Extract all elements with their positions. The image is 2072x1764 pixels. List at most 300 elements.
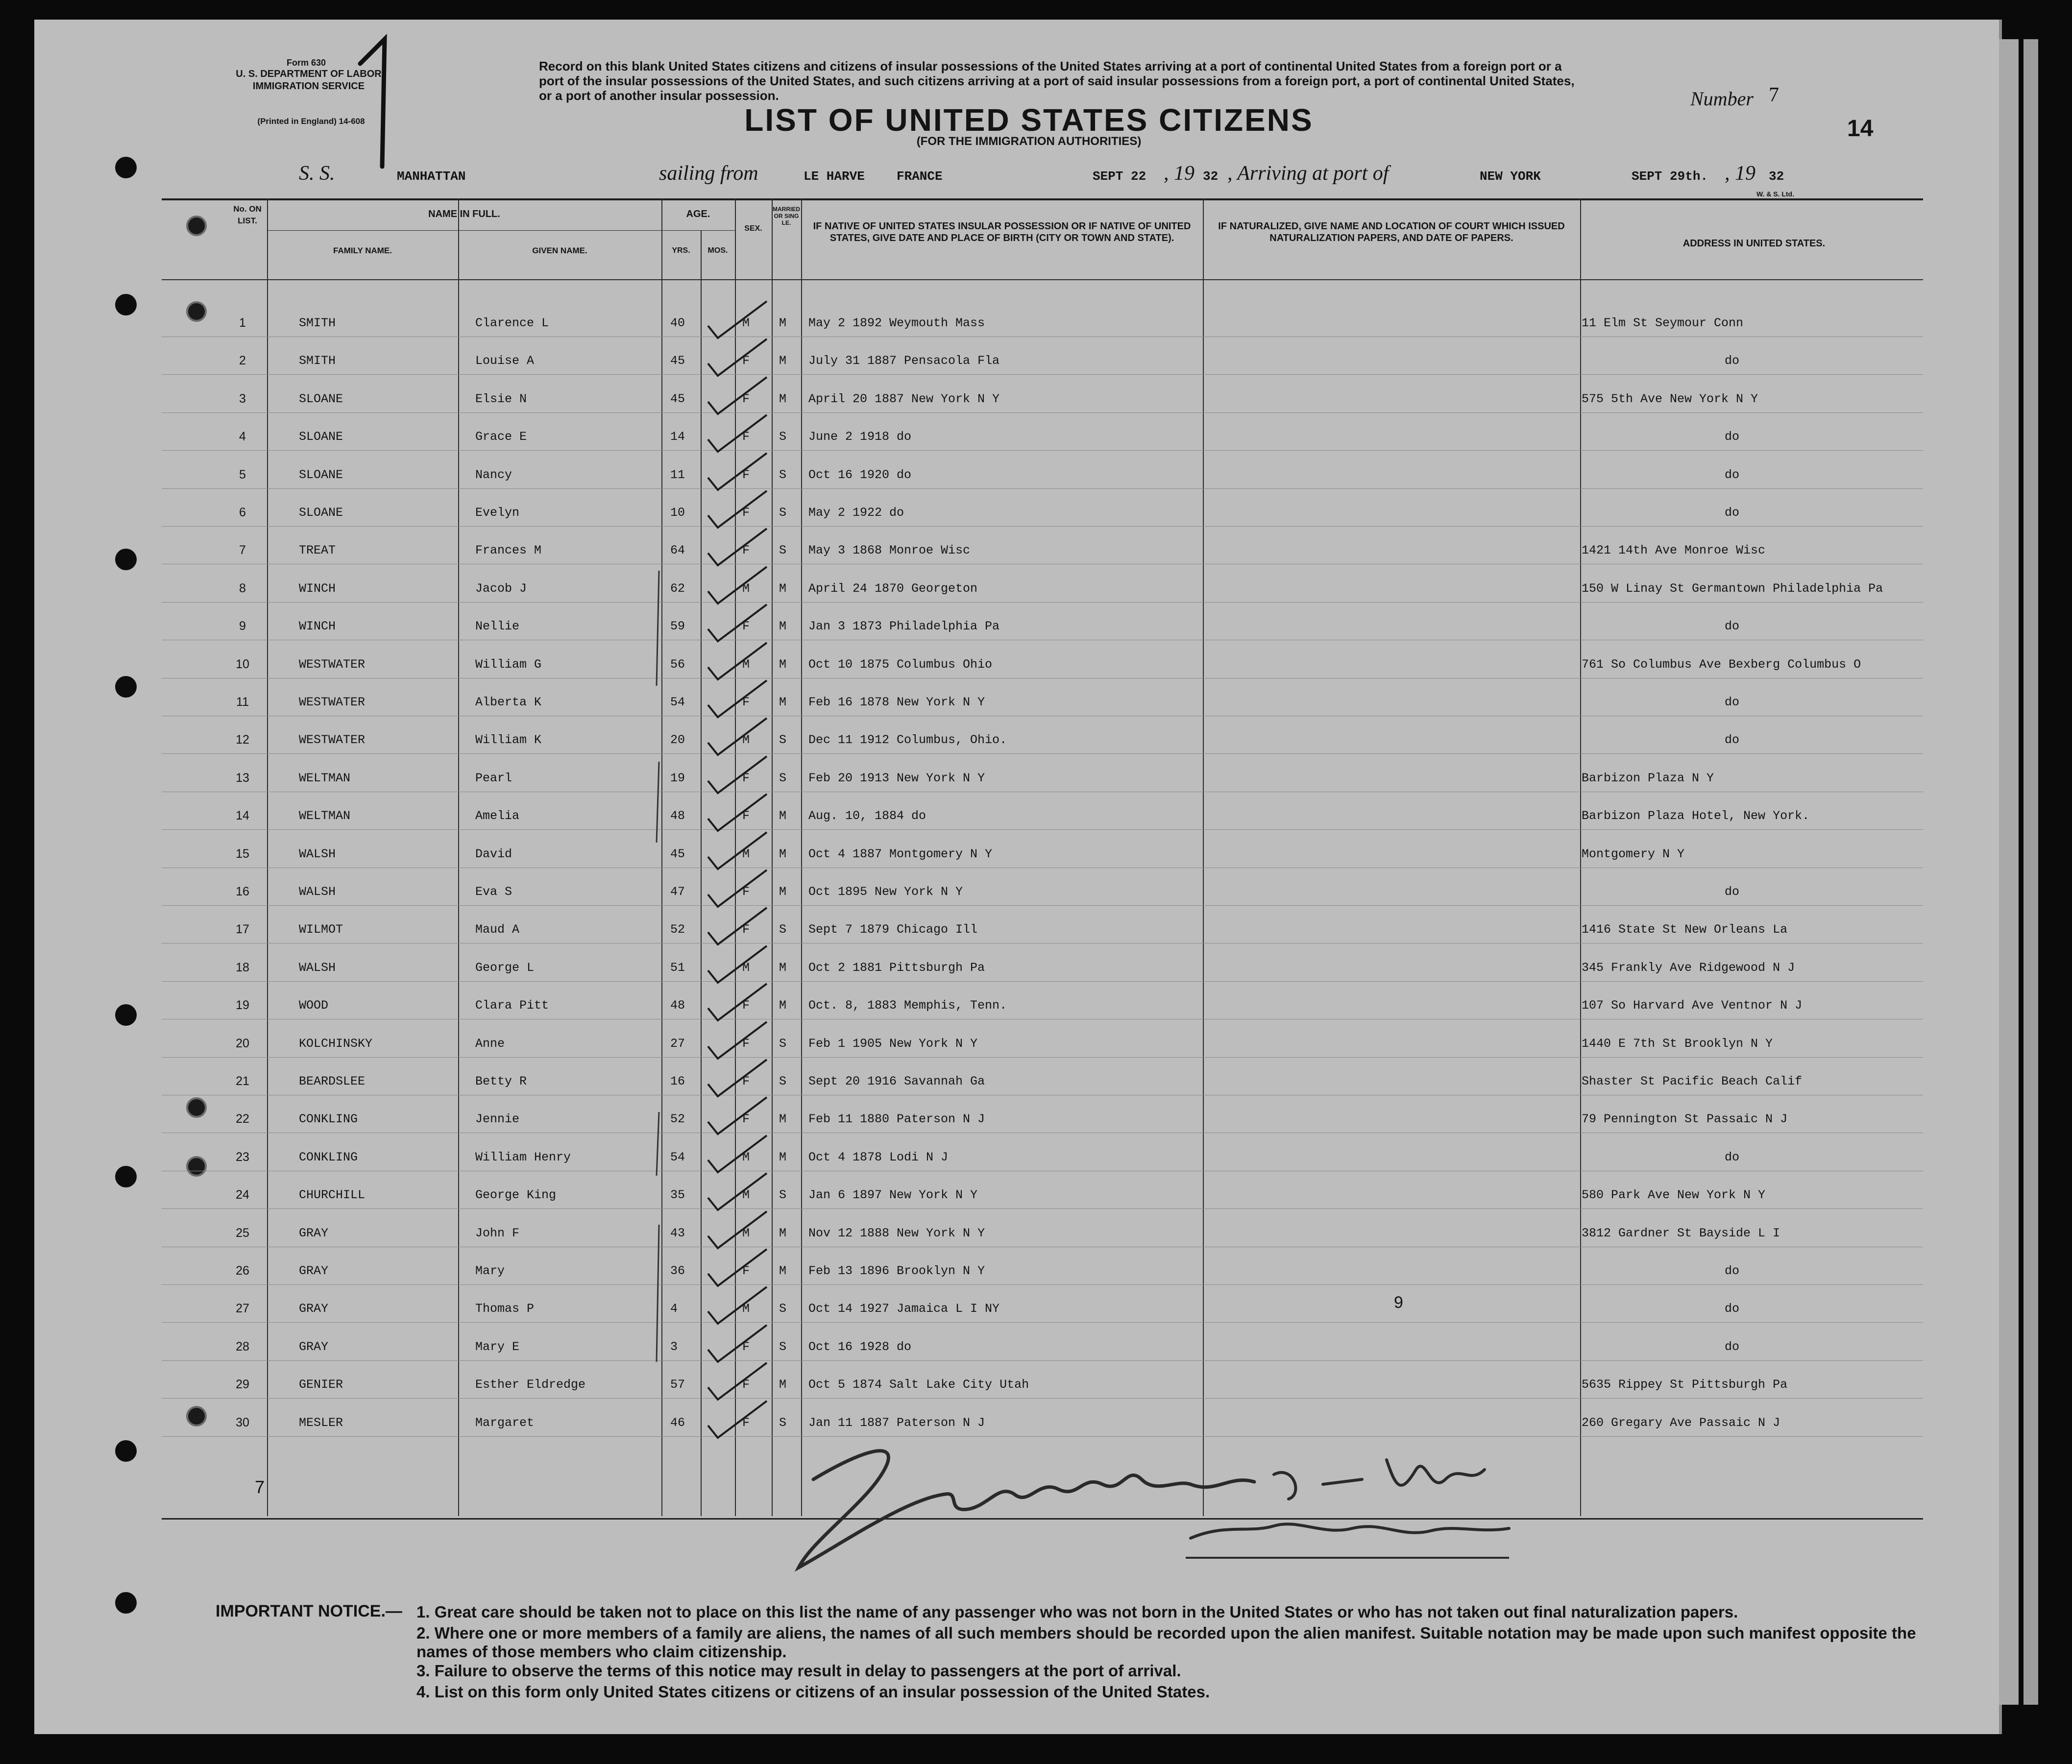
row-birth: Oct 16 1920 do xyxy=(808,468,912,482)
check-mark xyxy=(708,567,767,604)
row-age: 19 xyxy=(670,771,685,785)
row-sex: F xyxy=(742,468,750,482)
row-given: Jennie xyxy=(475,1112,520,1126)
row-ms: M xyxy=(779,809,787,823)
row-family: SLOANE xyxy=(299,430,343,444)
margin-mark: 7 xyxy=(255,1477,265,1497)
row-birth: Oct 4 1887 Montgomery N Y xyxy=(808,847,993,861)
number-value: 7 xyxy=(1769,84,1779,106)
row-birth: Aug. 10, 1884 do xyxy=(808,809,926,823)
row-birth: Jan 3 1873 Philadelphia Pa xyxy=(808,619,1000,633)
arrive-year: 32 xyxy=(1769,169,1784,184)
row-ms: S xyxy=(779,1302,787,1316)
row-family: KOLCHINSKY xyxy=(299,1037,373,1051)
row-family: GENIER xyxy=(299,1377,343,1392)
row-given: Amelia xyxy=(475,809,520,823)
col-married: MARRIED OR SINGLE. xyxy=(773,206,800,226)
row-no: 7 xyxy=(239,543,246,557)
row-birth: Sept 7 1879 Chicago Ill xyxy=(808,922,978,937)
page-number: 14 xyxy=(1847,116,1874,142)
row-ms: M xyxy=(779,1264,787,1278)
row-no: 6 xyxy=(239,506,246,519)
row-address: 575 5th Ave New York N Y xyxy=(1582,392,1758,406)
year-prefix: , 19 xyxy=(1725,162,1755,185)
row-given: Eva S xyxy=(475,885,512,899)
year-prefix: , 19 xyxy=(1164,162,1194,185)
bracket-mark xyxy=(657,1112,659,1176)
row-family: SLOANE xyxy=(299,506,343,520)
row-family: SLOANE xyxy=(299,468,343,482)
page-subtitle: (FOR THE IMMIGRATION AUTHORITIES) xyxy=(916,135,1142,148)
row-no: 19 xyxy=(236,998,249,1012)
col-birth: IF NATIVE OF UNITED STATES INSULAR POSSESSION OR IF NATIVE OF UNITED STATES, GIVE DATE AND PLACE OF BIRTH (CITY OR TOWN AND STATE). xyxy=(813,221,1191,243)
check-mark xyxy=(708,870,767,907)
row-birth: Feb 16 1878 New York N Y xyxy=(808,695,985,709)
row-family: WILMOT xyxy=(299,922,343,937)
row-address: do xyxy=(1725,1264,1740,1278)
row-age: 27 xyxy=(670,1037,685,1051)
row-age: 16 xyxy=(670,1074,685,1088)
check-mark xyxy=(708,453,767,490)
check-mark xyxy=(708,643,767,679)
row-given: Mary E xyxy=(475,1340,520,1354)
row-family: WELTMAN xyxy=(299,771,351,785)
row-birth: April 20 1887 New York N Y xyxy=(808,392,1000,406)
row-family: WINCH xyxy=(299,581,336,596)
row-family: WESTWATER xyxy=(299,657,366,672)
row-age: 45 xyxy=(670,847,685,861)
row-given: Clara Pitt xyxy=(475,998,549,1013)
record-instructions: Record on this blank United States citizens and citizens of insular possessions of the United States arriving at a port of continental United States from a foreign port or a port of the insular possessions of the United States, and such citizens arriving at a port of said insular possessions from a foreign port, a port of continental United States, or a port of another insular possession. xyxy=(539,59,1575,103)
row-address: 5635 Rippey St Pittsburgh Pa xyxy=(1582,1377,1788,1392)
row-birth: May 3 1868 Monroe Wisc xyxy=(808,543,971,557)
check-mark xyxy=(708,339,767,376)
row-birth: Nov 12 1888 New York N Y xyxy=(808,1226,985,1240)
notice-item: 3. Failure to observe the terms of this notice may result in delay to passengers at the port of arrival. xyxy=(416,1662,1181,1680)
handwritten-signature xyxy=(784,1421,1519,1582)
check-mark xyxy=(708,1363,767,1400)
row-given: William K xyxy=(475,733,542,747)
row-ms: M xyxy=(779,657,787,672)
row-ms: S xyxy=(779,1188,787,1202)
row-age: 56 xyxy=(670,657,685,672)
row-birth: Oct. 8, 1883 Memphis, Tenn. xyxy=(808,998,1007,1013)
row-address: do xyxy=(1725,354,1740,368)
row-family: WALSH xyxy=(299,885,336,899)
row-ms: M xyxy=(779,695,787,709)
row-address: Shaster St Pacific Beach Calif xyxy=(1582,1074,1803,1088)
row-age: 40 xyxy=(670,316,685,330)
row-ms: M xyxy=(779,354,787,368)
row-age: 11 xyxy=(670,468,685,482)
row-sex: M xyxy=(742,581,750,596)
row-sex: F xyxy=(742,1112,750,1126)
row-birth: July 31 1887 Pensacola Fla xyxy=(808,354,1000,368)
row-sex: M xyxy=(742,847,750,861)
check-mark xyxy=(708,794,767,831)
row-no: 17 xyxy=(236,922,249,936)
row-family: CONKLING xyxy=(299,1150,358,1164)
check-mark xyxy=(708,1249,767,1286)
row-given: Maud A xyxy=(475,922,520,937)
row-no: 12 xyxy=(236,733,249,747)
row-given: Elsie N xyxy=(475,392,527,406)
form-number: Form 630 xyxy=(286,58,326,68)
check-mark xyxy=(708,1401,767,1438)
check-mark xyxy=(708,984,767,1020)
check-mark xyxy=(708,301,767,338)
row-address: 3812 Gardner St Bayside L I xyxy=(1582,1226,1780,1240)
row-given: Louise A xyxy=(475,354,535,368)
row-sex: F xyxy=(742,543,750,557)
row-address: 11 Elm St Seymour Conn xyxy=(1582,316,1744,330)
row-family: GRAY xyxy=(299,1226,329,1240)
from-port: LE HARVE xyxy=(804,169,865,184)
sailing-label: sailing from xyxy=(659,162,758,185)
row-given: George L xyxy=(475,961,535,975)
row-birth: Oct 5 1874 Salt Lake City Utah xyxy=(808,1377,1029,1392)
row-address: 1416 State St New Orleans La xyxy=(1582,922,1788,937)
row-birth: May 2 1922 do xyxy=(808,506,904,520)
row-ms: M xyxy=(779,1150,787,1164)
row-sex: F xyxy=(742,430,750,444)
row-address: 260 Gregary Ave Passaic N J xyxy=(1582,1416,1780,1430)
row-no: 16 xyxy=(236,885,249,898)
row-age: 64 xyxy=(670,543,685,557)
check-mark xyxy=(708,1136,767,1172)
row-ms: S xyxy=(779,1340,787,1354)
row-birth: Oct 14 1927 Jamaica L I NY xyxy=(808,1302,1000,1316)
row-sex: M xyxy=(742,1188,750,1202)
row-ms: M xyxy=(779,961,787,975)
row-age: 45 xyxy=(670,354,685,368)
check-mark xyxy=(708,832,767,869)
check-mark xyxy=(708,946,767,983)
row-given: Frances M xyxy=(475,543,542,557)
col-yrs: YRS. xyxy=(672,246,690,255)
row-address: Montgomery N Y xyxy=(1582,847,1685,861)
row-age: 59 xyxy=(670,619,685,633)
row-birth: Oct 1895 New York N Y xyxy=(808,885,963,899)
row-given: Thomas P xyxy=(475,1302,535,1316)
row-address: do xyxy=(1725,1340,1740,1354)
row-sex: F xyxy=(742,1074,750,1088)
col-sex: SEX. xyxy=(744,224,762,233)
row-sex: F xyxy=(742,922,750,937)
col-address: ADDRESS IN UNITED STATES. xyxy=(1682,238,1826,249)
row-ms: M xyxy=(779,316,787,330)
row-sex: M xyxy=(742,316,750,330)
row-no: 9 xyxy=(239,619,246,633)
row-no: 14 xyxy=(236,809,249,822)
row-family: WESTWATER xyxy=(299,733,366,747)
row-family: WOOD xyxy=(299,998,329,1013)
ship-name: MANHATTAN xyxy=(397,169,466,184)
depart-year: 32 xyxy=(1203,169,1219,184)
row-birth: April 24 1870 Georgeton xyxy=(808,581,978,596)
department-label: U. S. DEPARTMENT OF LABOR xyxy=(236,69,382,79)
number-label: Number xyxy=(1690,88,1754,110)
check-mark xyxy=(708,529,767,565)
to-port: NEW YORK xyxy=(1480,169,1541,184)
row-no: 3 xyxy=(239,392,246,406)
arrive-date: SEPT 29th. xyxy=(1632,169,1708,184)
notice-item: 1. Great care should be taken not to place on this list the name of any passenger who was not born in the United States or who has not taken out final naturalization papers. xyxy=(416,1603,1738,1621)
row-sex: F xyxy=(742,619,750,633)
row-address: 580 Park Ave New York N Y xyxy=(1582,1188,1766,1202)
row-birth: Feb 20 1913 New York N Y xyxy=(808,771,985,785)
row-age: 36 xyxy=(670,1264,685,1278)
row-given: Evelyn xyxy=(475,506,520,520)
row-sex: F xyxy=(742,695,750,709)
row-ms: S xyxy=(779,543,787,557)
row-ms: S xyxy=(779,1037,787,1051)
notice-item: 2. Where one or more members of a family are aliens, the names of all such members should be recorded upon the alien manifest. Suitable notation may be made upon such manifest opposite the names of those members who claim citizenship. xyxy=(416,1624,1916,1661)
row-no: 22 xyxy=(236,1112,249,1126)
row-age: 10 xyxy=(670,506,685,520)
row-age: 43 xyxy=(670,1226,685,1240)
row-no: 28 xyxy=(236,1340,249,1353)
row-address: do xyxy=(1725,695,1740,709)
bracket-mark xyxy=(657,571,659,686)
row-no: 23 xyxy=(236,1150,249,1164)
row-family: SMITH xyxy=(299,354,336,368)
bracket-mark xyxy=(657,762,659,843)
row-no: 8 xyxy=(239,581,246,595)
check-mark xyxy=(708,1173,767,1210)
bracket-mark xyxy=(657,1225,659,1362)
margin-mark: 9 xyxy=(1394,1293,1403,1312)
row-sex: F xyxy=(742,392,750,406)
row-address: do xyxy=(1725,430,1740,444)
notice-heading: IMPORTANT NOTICE.— xyxy=(216,1602,402,1620)
row-given: Mary xyxy=(475,1264,505,1278)
col-given: GIVEN NAME. xyxy=(532,246,587,255)
row-no: 20 xyxy=(236,1037,249,1050)
row-sex: M xyxy=(742,1302,750,1316)
row-family: WALSH xyxy=(299,961,336,975)
row-age: 45 xyxy=(670,392,685,406)
row-ms: S xyxy=(779,733,787,747)
check-mark xyxy=(708,604,767,641)
row-sex: F xyxy=(742,1377,750,1392)
row-sex: M xyxy=(742,733,750,747)
row-family: WINCH xyxy=(299,619,336,633)
check-mark xyxy=(708,1325,767,1362)
row-ms: S xyxy=(779,922,787,937)
row-sex: M xyxy=(742,657,750,672)
row-no: 29 xyxy=(236,1377,249,1391)
row-no: 4 xyxy=(239,430,246,443)
row-ms: M xyxy=(779,581,787,596)
row-birth: Oct 16 1928 do xyxy=(808,1340,912,1354)
row-ms: S xyxy=(779,506,787,520)
row-address: do xyxy=(1725,619,1740,633)
check-mark xyxy=(708,680,767,717)
row-age: 47 xyxy=(670,885,685,899)
row-sex: M xyxy=(742,1226,750,1240)
row-family: BEARDSLEE xyxy=(299,1074,366,1088)
row-address: 1421 14th Ave Monroe Wisc xyxy=(1582,543,1766,557)
row-sex: F xyxy=(742,885,750,899)
row-no: 11 xyxy=(236,695,249,709)
row-no: 27 xyxy=(236,1302,249,1315)
row-sex: F xyxy=(742,1037,750,1051)
row-ms: M xyxy=(779,619,787,633)
row-age: 54 xyxy=(670,1150,685,1164)
row-ms: M xyxy=(779,1112,787,1126)
row-given: William Henry xyxy=(475,1150,571,1164)
row-no: 2 xyxy=(239,354,246,367)
row-family: SMITH xyxy=(299,316,336,330)
row-birth: Oct 2 1881 Pittsburgh Pa xyxy=(808,961,985,975)
check-mark xyxy=(708,1211,767,1248)
row-age: 62 xyxy=(670,581,685,596)
row-given: Clarence L xyxy=(475,316,549,330)
row-ms: S xyxy=(779,430,787,444)
row-no: 25 xyxy=(236,1226,249,1240)
row-birth: Oct 4 1878 Lodi N J xyxy=(808,1150,949,1164)
row-given: Anne xyxy=(475,1037,505,1051)
row-given: Betty R xyxy=(475,1074,527,1088)
row-address: 150 W Linay St Germantown Philadelphia Pa xyxy=(1582,581,1883,596)
row-age: 57 xyxy=(670,1377,685,1392)
row-given: David xyxy=(475,847,512,861)
row-age: 48 xyxy=(670,998,685,1013)
row-sex: F xyxy=(742,809,750,823)
row-given: John F xyxy=(475,1226,520,1240)
row-sex: M xyxy=(742,961,750,975)
row-ms: S xyxy=(779,771,787,785)
row-ms: M xyxy=(779,847,787,861)
col-no: No. ON LIST. xyxy=(233,204,262,225)
row-address: do xyxy=(1725,1302,1740,1316)
service-label: IMMIGRATION SERVICE xyxy=(252,81,365,92)
row-no: 21 xyxy=(236,1074,249,1088)
row-sex: F xyxy=(742,506,750,520)
row-no: 24 xyxy=(236,1188,249,1202)
row-birth: May 2 1892 Weymouth Mass xyxy=(808,316,985,330)
row-age: 20 xyxy=(670,733,685,747)
row-given: William G xyxy=(475,657,542,672)
row-age: 48 xyxy=(670,809,685,823)
row-sex: F xyxy=(742,354,750,368)
row-address: 345 Frankly Ave Ridgewood N J xyxy=(1582,961,1795,975)
row-given: Nellie xyxy=(475,619,520,633)
row-age: 52 xyxy=(670,922,685,937)
row-birth: Feb 13 1896 Brooklyn N Y xyxy=(808,1264,985,1278)
row-address: Barbizon Plaza N Y xyxy=(1582,771,1714,785)
row-family: GRAY xyxy=(299,1340,329,1354)
row-ms: M xyxy=(779,885,787,899)
row-family: WELTMAN xyxy=(299,809,351,823)
row-family: SLOANE xyxy=(299,392,343,406)
row-sex: F xyxy=(742,1264,750,1278)
row-age: 52 xyxy=(670,1112,685,1126)
row-family: GRAY xyxy=(299,1264,329,1278)
page-title: LIST OF UNITED STATES CITIZENS xyxy=(744,102,1314,138)
printer-mark: W. & S. Ltd. xyxy=(1756,190,1794,198)
row-family: WALSH xyxy=(299,847,336,861)
row-given: Jacob J xyxy=(475,581,527,596)
row-address: do xyxy=(1725,733,1740,747)
check-mark xyxy=(708,718,767,755)
row-no: 15 xyxy=(236,847,249,861)
ss-label: S. S. xyxy=(299,162,335,185)
row-family: CHURCHILL xyxy=(299,1188,366,1202)
row-family: MESLER xyxy=(299,1416,343,1430)
row-sex: F xyxy=(742,1340,750,1354)
row-sex: M xyxy=(742,1150,750,1164)
depart-date: SEPT 22 xyxy=(1093,169,1146,184)
row-address: do xyxy=(1725,885,1740,899)
row-no: 18 xyxy=(236,961,249,974)
row-age: 46 xyxy=(670,1416,685,1430)
check-mark xyxy=(708,415,767,452)
arriving-label: , Arriving at port of xyxy=(1227,162,1389,185)
row-no: 5 xyxy=(239,468,246,482)
row-birth: Dec 11 1912 Columbus, Ohio. xyxy=(808,733,1007,747)
row-ms: S xyxy=(779,1074,787,1088)
row-given: Pearl xyxy=(475,771,512,785)
row-given: George King xyxy=(475,1188,557,1202)
row-no: 1 xyxy=(239,316,246,330)
row-no: 26 xyxy=(236,1264,249,1278)
check-mark xyxy=(708,756,767,793)
row-sex: F xyxy=(742,771,750,785)
row-address: 1440 E 7th St Brooklyn N Y xyxy=(1582,1037,1773,1051)
row-birth: Feb 11 1880 Paterson N J xyxy=(808,1112,985,1126)
row-given: Nancy xyxy=(475,468,512,482)
row-birth: Oct 10 1875 Columbus Ohio xyxy=(808,657,993,672)
from-country: FRANCE xyxy=(897,169,943,184)
row-age: 51 xyxy=(670,961,685,975)
row-address: 107 So Harvard Ave Ventnor N J xyxy=(1582,998,1803,1013)
row-no: 30 xyxy=(236,1416,249,1429)
row-birth: Sept 20 1916 Savannah Ga xyxy=(808,1074,985,1088)
row-address: 79 Pennington St Passaic N J xyxy=(1582,1112,1788,1126)
row-birth: Jan 6 1897 New York N Y xyxy=(808,1188,978,1202)
row-family: GRAY xyxy=(299,1302,329,1316)
row-age: 54 xyxy=(670,695,685,709)
row-age: 4 xyxy=(670,1302,678,1316)
check-mark xyxy=(708,377,767,414)
row-birth: Feb 1 1905 New York N Y xyxy=(808,1037,978,1051)
col-family: FAMILY NAME. xyxy=(333,246,392,255)
row-ms: M xyxy=(779,392,787,406)
row-given: Margaret xyxy=(475,1416,535,1430)
row-age: 3 xyxy=(670,1340,678,1354)
row-address: do xyxy=(1725,1150,1740,1164)
check-mark xyxy=(708,491,767,528)
row-age: 14 xyxy=(670,430,685,444)
row-sex: F xyxy=(742,1416,750,1430)
row-birth: June 2 1918 do xyxy=(808,430,912,444)
row-family: WESTWATER xyxy=(299,695,366,709)
row-given: Alberta K xyxy=(475,695,542,709)
row-no: 13 xyxy=(236,771,249,785)
row-ms: S xyxy=(779,1416,787,1430)
check-mark xyxy=(708,1022,767,1059)
row-family: TREAT xyxy=(299,543,336,557)
row-sex: F xyxy=(742,998,750,1013)
check-mark xyxy=(708,1097,767,1134)
check-mark xyxy=(708,1060,767,1096)
row-address: 761 So Columbus Ave Bexberg Columbus O xyxy=(1582,657,1861,672)
check-mark xyxy=(708,908,767,944)
row-family: CONKLING xyxy=(299,1112,358,1126)
row-given: Grace E xyxy=(475,430,527,444)
